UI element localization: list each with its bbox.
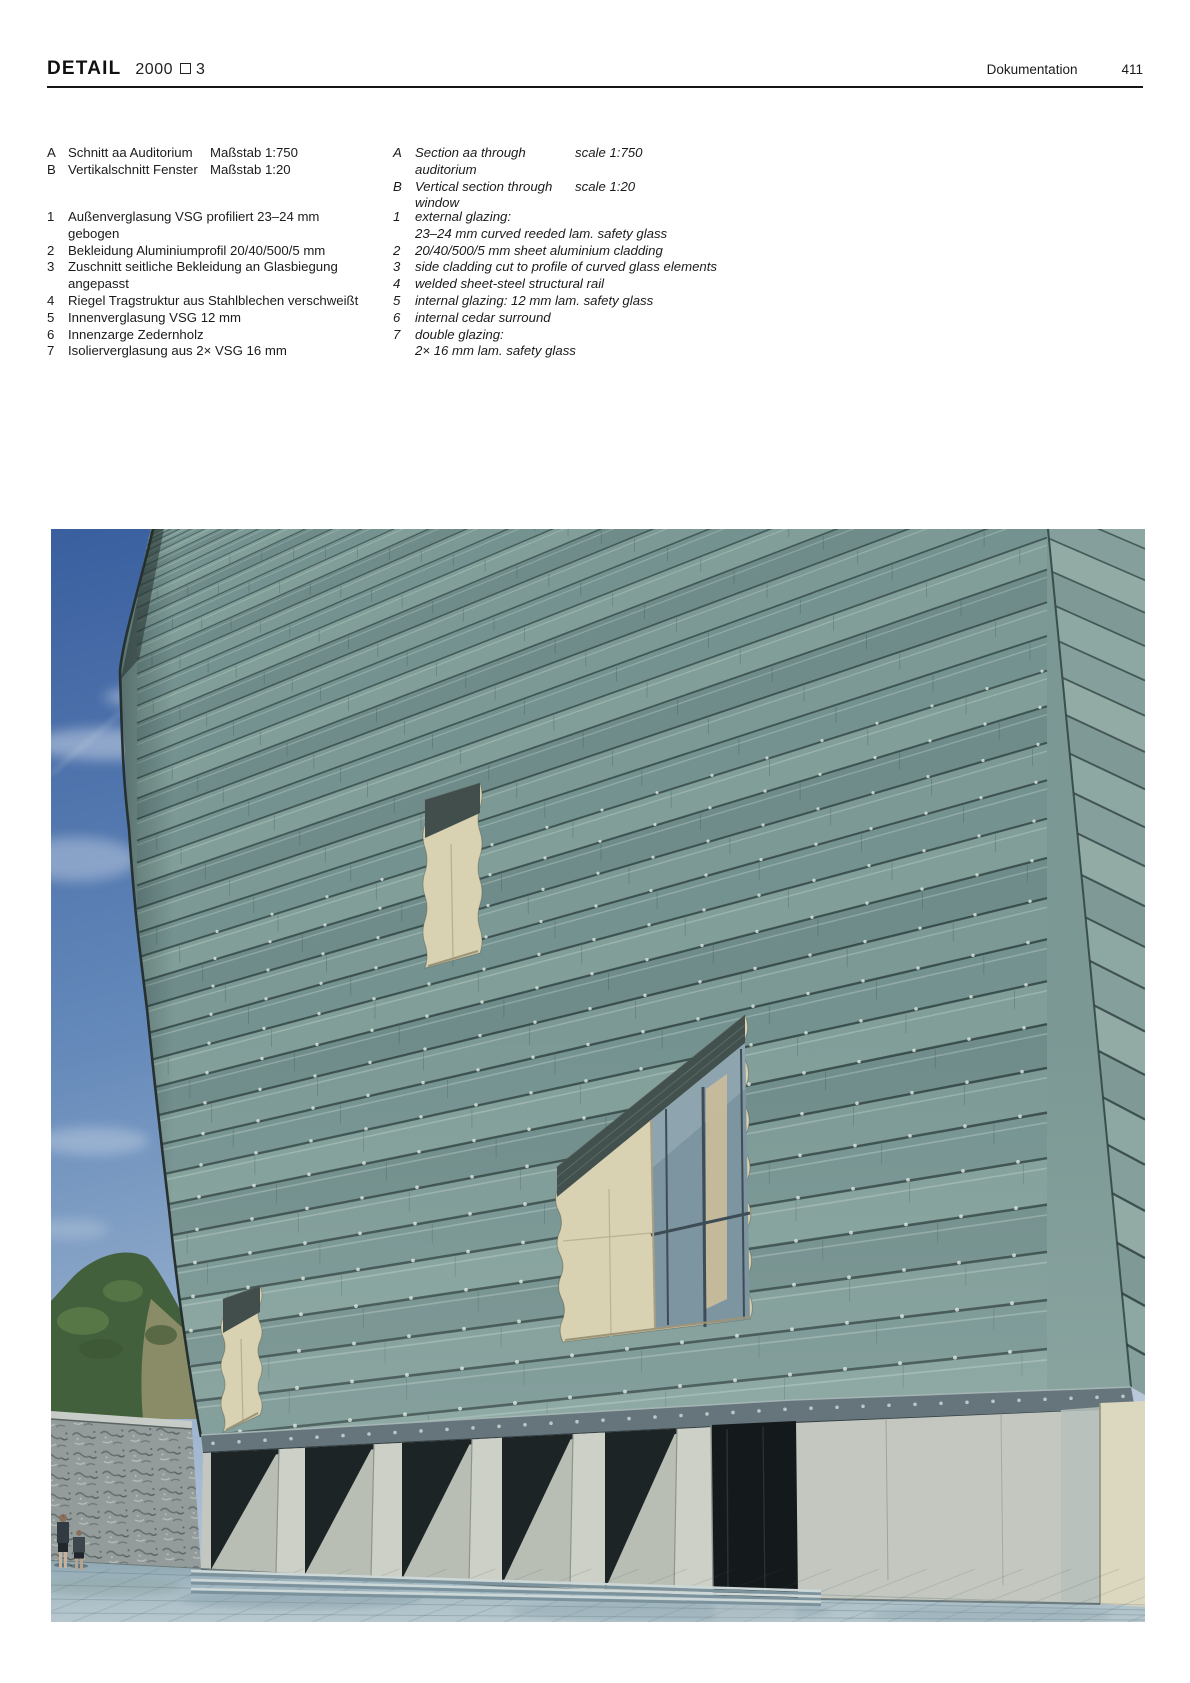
legend-body [68, 343, 377, 360]
masthead-right [987, 62, 1143, 77]
caption-row [393, 179, 723, 213]
section-title: Dokumentation [986, 62, 1078, 77]
caption-text: Schnitt aa Auditorium [68, 145, 193, 160]
legend-body [415, 243, 723, 260]
legend-line: 23–24 mm curved reeded lam. safety glass [415, 225, 668, 241]
header-rule [47, 86, 1143, 88]
caption-label: A [393, 145, 402, 160]
legend-item [393, 276, 723, 293]
legend-line: 20/40/500/5 mm sheet aluminium cladding [415, 242, 663, 258]
legend-item [393, 310, 723, 327]
legend-body [68, 243, 377, 260]
caption-scale: Maßstab 1:750 [210, 145, 298, 160]
window-opening [423, 783, 482, 968]
legend-body [415, 276, 723, 293]
legend-body [415, 293, 723, 310]
legend-item [47, 243, 377, 260]
legend-body [415, 327, 723, 361]
legend-number: 2 [47, 242, 55, 258]
legend-line: internal glazing: 12 mm lam. safety glass [415, 292, 654, 308]
legend-line: Bekleidung Aluminiumprofil 20/40/500/5 mm [68, 242, 326, 258]
legend-line: side cladding cut to profile of curved glass elements [415, 259, 718, 275]
caption-text: Vertikalschnitt Fenster [68, 161, 198, 177]
window-opening [221, 1286, 262, 1432]
legend-number: 4 [47, 292, 55, 308]
caption-scale: Maßstab 1:20 [210, 161, 291, 177]
legend-number: 7 [47, 343, 55, 359]
legend-item [47, 327, 377, 344]
legend-item [393, 209, 723, 243]
caption-label: B [393, 178, 402, 194]
legend-number: 3 [393, 259, 401, 275]
facade-main-face [51, 529, 1145, 1496]
legend-german [47, 209, 377, 360]
legend-number: 6 [393, 309, 401, 325]
caption-row [47, 162, 377, 179]
entrance-opening [711, 1421, 798, 1599]
legend-line: welded sheet-steel structural rail [415, 276, 605, 292]
legend-number: 5 [47, 309, 55, 325]
caption-row [47, 145, 377, 162]
legend-line: double glazing: [415, 326, 504, 342]
legend-line: angepasst [68, 276, 129, 292]
legend-line: Isolierverglasung aus 2× VSG 16 mm [68, 343, 287, 359]
legend-number: 7 [393, 326, 401, 342]
legend-number: 2 [393, 242, 401, 258]
issue-info [135, 61, 205, 78]
legend-line: internal cedar surround [415, 309, 551, 325]
legend-body [68, 209, 377, 243]
legend-item [393, 293, 723, 310]
legend-body [68, 310, 377, 327]
legend-number: 3 [47, 259, 55, 275]
caption-scale: scale 1:20 [575, 178, 636, 194]
legend-body [68, 259, 377, 293]
legend-line: Außenverglasung VSG profiliert 23–24 mm [68, 209, 320, 224]
caption-text: Section aa through auditorium [415, 145, 526, 177]
legend-body [68, 327, 377, 344]
brand-logo: DETAIL [47, 58, 122, 79]
legend-item [393, 259, 723, 276]
issue-box-icon [180, 63, 191, 74]
legend-english [393, 209, 723, 360]
caption-ab-german [47, 145, 377, 179]
issue-year: 2000 [135, 61, 173, 78]
legend-item [393, 327, 723, 361]
legend-item [47, 293, 377, 310]
legend-number: 5 [393, 292, 401, 308]
caption-scale: scale 1:750 [575, 145, 643, 160]
issue-number: 3 [196, 61, 206, 78]
facade-photo-illustration [51, 529, 1145, 1622]
legend-item [47, 310, 377, 327]
masthead-left [47, 58, 205, 80]
legend-number: 1 [393, 209, 401, 224]
legend-item [47, 343, 377, 360]
photo-kursaal-facade [51, 529, 1145, 1622]
legend-number: 4 [393, 276, 401, 292]
legend-body [415, 259, 723, 276]
legend-body [415, 310, 723, 327]
legend-line: Innenverglasung VSG 12 mm [68, 309, 241, 325]
legend-body [415, 209, 723, 243]
legend-item [393, 243, 723, 260]
legend-line: 2× 16 mm lam. safety glass [415, 343, 576, 359]
legend-line: Riegel Tragstruktur aus Stahlblechen verschweißt [68, 292, 359, 308]
caption-row [393, 145, 723, 179]
caption-label: A [47, 145, 56, 160]
legend-item [47, 209, 377, 243]
caption-text: Vertical section through window [415, 178, 553, 211]
masthead [47, 58, 1143, 80]
caption-ab-english [393, 145, 723, 212]
legend-item [47, 259, 377, 293]
legend-line: external glazing: [415, 209, 512, 224]
legend-line: Zuschnitt seitliche Bekleidung an Glasbiegung [68, 259, 338, 275]
legend-line: Innenzarge Zedernholz [68, 326, 204, 342]
legend-number: 1 [47, 209, 55, 224]
page-number: 411 [1121, 62, 1143, 77]
caption-label: B [47, 161, 56, 177]
legend-line: gebogen [68, 225, 120, 241]
legend-body [68, 293, 377, 310]
legend-number: 6 [47, 326, 55, 342]
